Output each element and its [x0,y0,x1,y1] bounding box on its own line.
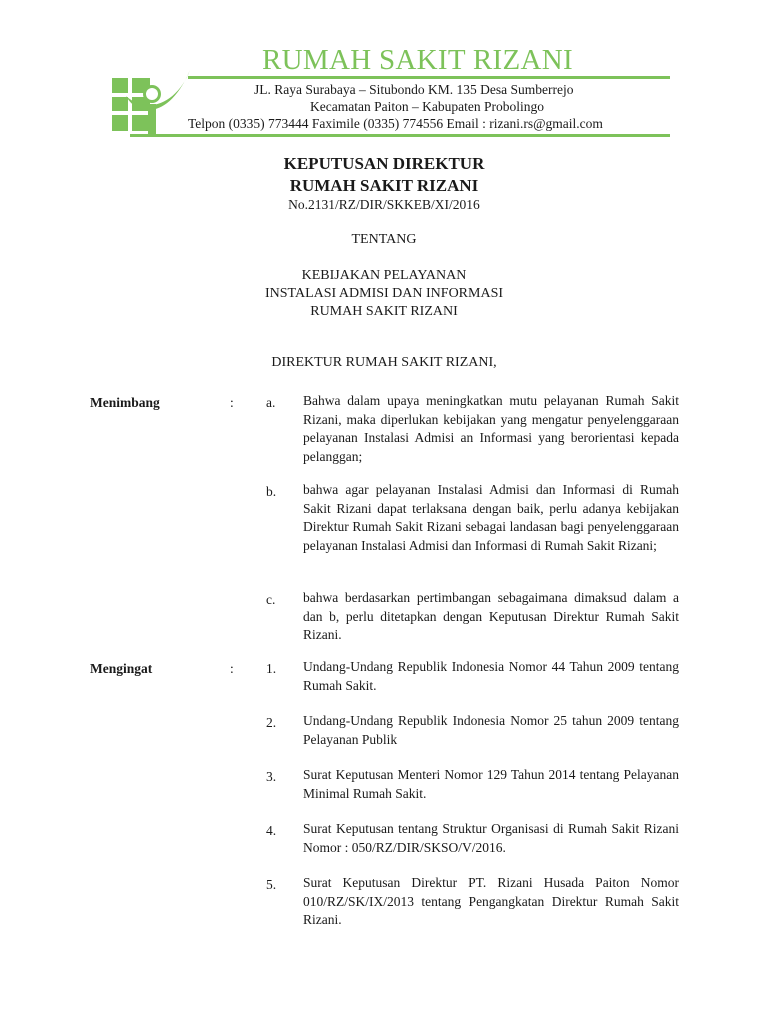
menimbang-item-marker: c. [266,592,276,607]
mengingat-label: Mengingat [90,661,153,676]
hospital-name: RUMAH SAKIT RIZANI [262,44,573,76]
decree-title-line-1: KEPUTUSAN DIREKTUR [283,154,485,173]
mengingat-item-text: Surat Keputusan tentang Struktur Organisasi di Rumah Sakit Rizani Nomor : 050/RZ/DIR/SKSO/V/2016. [303,821,679,855]
hospital-logo-icon [108,66,192,138]
contact-line: Telpon (0335) 773444 Faximile (0335) 774556 Email : rizani.rs@gmail.com [188,116,603,131]
mengingat-item-marker: 1. [266,661,277,676]
mengingat-colon: : [230,661,234,676]
mengingat-item-text: Undang-Undang Republik Indonesia Nomor 44 Tahun 2009 tentang Rumah Sakit. [303,659,679,693]
decree-subject-line-1: KEBIJAKAN PELAYANAN [301,268,467,283]
menimbang-item-text: Bahwa dalam upaya meningkatkan mutu pelayanan Rumah Sakit Rizani, maka diperlukan kebijakan yang mengatur penyelenggaraan pelayanan Instalasi Admisi an Informasi yang berorientasi kepada pelanggan; [303,393,679,464]
header-rule-bottom [130,134,670,137]
mengingat-item-text: Surat Keputusan Direktur PT. Rizani Husada Paiton Nomor 010/RZ/SK/IX/2013 tentang Pengangkatan Direktur Rumah Sakit Rizani. [303,875,679,927]
decree-subject-line-3: RUMAH SAKIT RIZANI [310,304,458,319]
menimbang-item-text: bahwa agar pelayanan Instalasi Admisi dan Informasi di Rumah Sakit Rizani dapat terlaksana dengan baik, perlu adanya kebijakan Direktur Rumah Sakit Rizani sebagai landasan bagi penyelenggaraan pelayanan Instalasi Admisi dan Informasi di Rumah Sakit Rizani; [303,482,679,553]
address-line-2: Kecamatan Paiton – Kabupaten Probolingo [310,99,544,114]
mengingat-item-text: Undang-Undang Republik Indonesia Nomor 25 tahun 2009 tentang Pelayanan Publik [303,713,679,747]
address-line-1: JL. Raya Surabaya – Situbondo KM. 135 Desa Sumberrejo [254,82,574,97]
menimbang-item-marker: b. [266,484,277,499]
header-rule-top [188,76,670,79]
mengingat-item-marker: 4. [266,823,277,838]
menimbang-item-text: bahwa berdasarkan pertimbangan sebagaimana dimaksud dalam a dan b, perlu ditetapkan dengan Keputusan Direktur Rumah Sakit Rizani. [303,590,679,642]
decree-issuer: DIREKTUR RUMAH SAKIT RIZANI, [271,355,497,370]
mengingat-item-marker: 3. [266,769,277,784]
decree-about: TENTANG [351,232,417,247]
decree-title-line-2: RUMAH SAKIT RIZANI [289,176,479,195]
menimbang-colon: : [230,395,234,410]
menimbang-label: Menimbang [90,395,160,410]
decree-number: No.2131/RZ/DIR/SKKEB/XI/2016 [288,197,480,212]
mengingat-item-marker: 5. [266,877,277,892]
menimbang-item-marker: a. [266,395,276,410]
mengingat-item-marker: 2. [266,715,277,730]
mengingat-item-text: Surat Keputusan Menteri Nomor 129 Tahun 2014 tentang Pelayanan Minimal Rumah Sakit. [303,767,679,801]
decree-subject-line-2: INSTALASI ADMISI DAN INFORMASI [264,286,504,301]
